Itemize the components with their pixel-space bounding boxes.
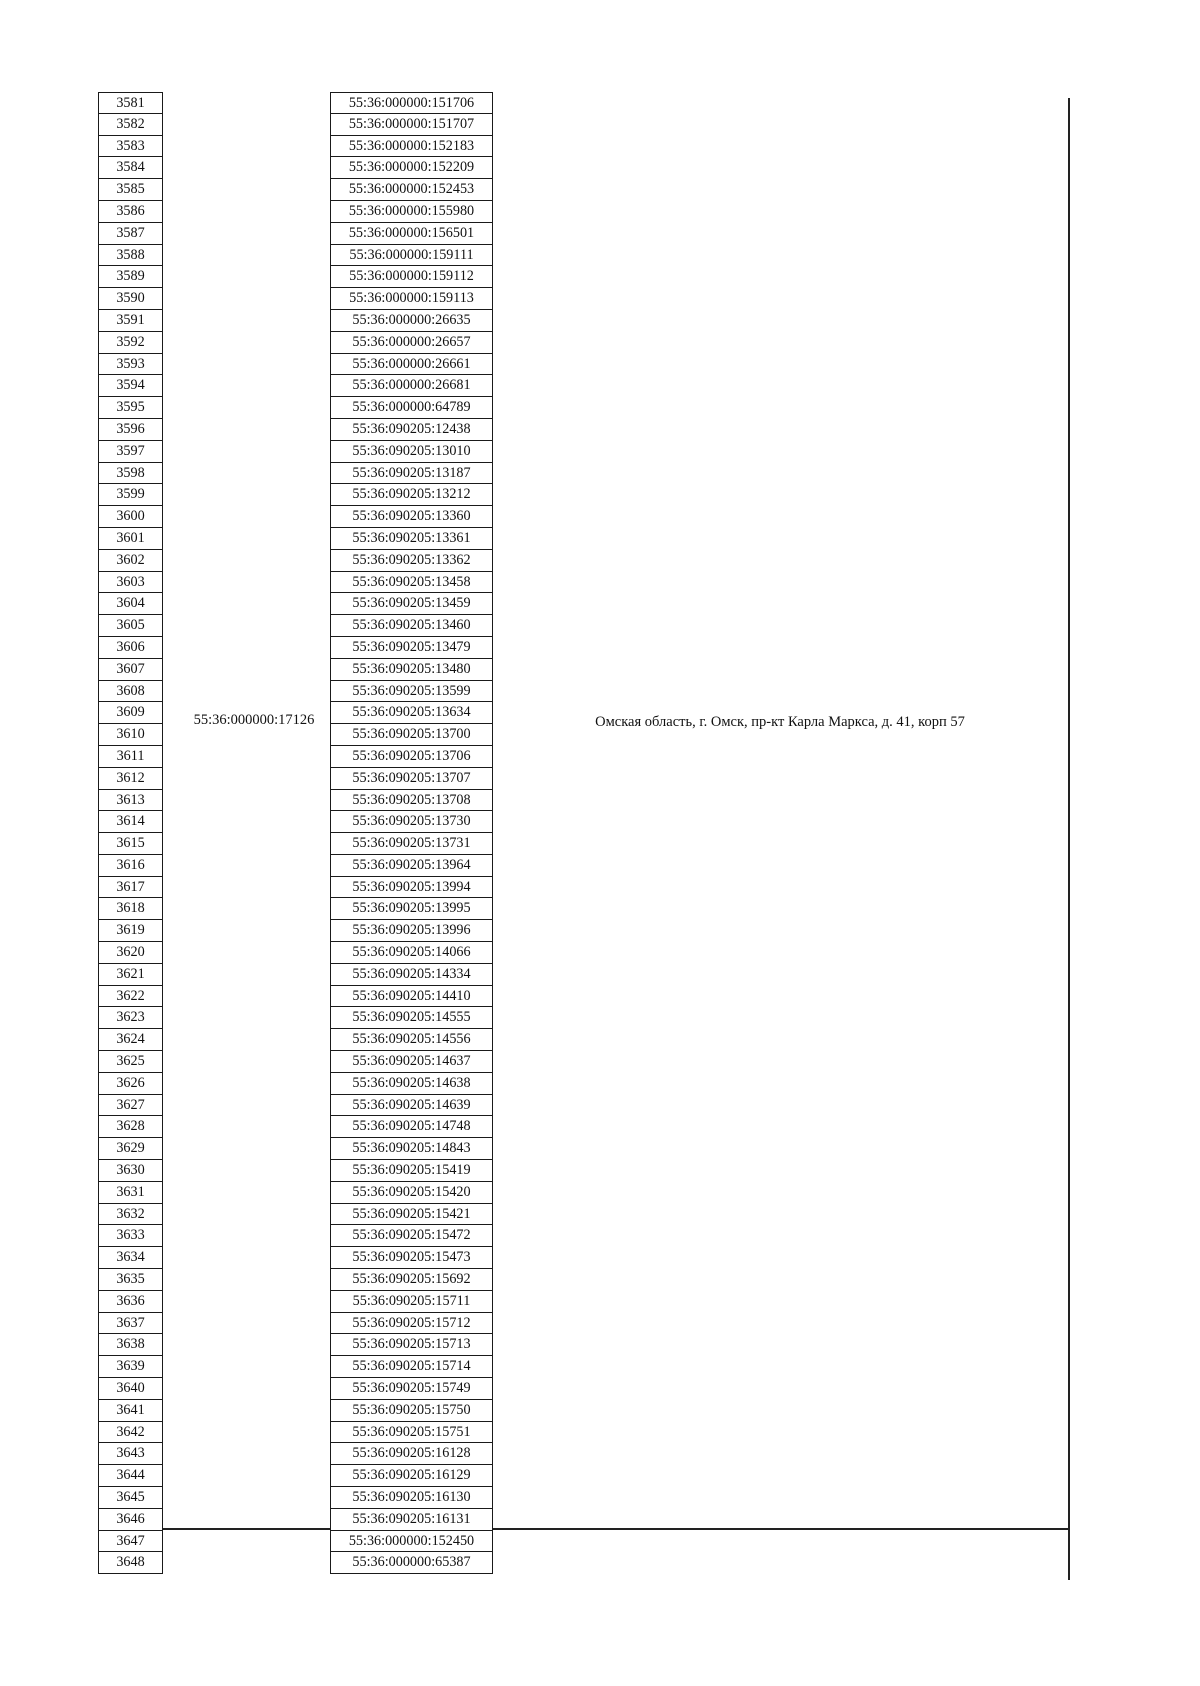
cadastral-number-cell: 55:36:000000:152209: [330, 157, 493, 179]
cadastral-number-cell: 55:36:000000:151706: [330, 92, 493, 114]
cadastral-number-cell: 55:36:090205:14748: [330, 1116, 493, 1138]
row-number-cell: 3612: [98, 768, 163, 790]
cadastral-number-cell: 55:36:090205:13458: [330, 572, 493, 594]
row-number-cell: 3613: [98, 790, 163, 812]
cadastral-number-cell: 55:36:090205:13459: [330, 593, 493, 615]
cadastral-number-cell: 55:36:000000:26657: [330, 332, 493, 354]
cadastral-number-cell: 55:36:090205:13479: [330, 637, 493, 659]
row-number-cell: 3647: [98, 1531, 163, 1553]
cadastral-number-cell: 55:36:090205:16128: [330, 1443, 493, 1465]
row-number-cell: 3628: [98, 1116, 163, 1138]
row-number-cell: 3620: [98, 942, 163, 964]
row-number-cell: 3598: [98, 463, 163, 485]
row-number-cell: 3587: [98, 223, 163, 245]
row-number-cell: 3618: [98, 898, 163, 920]
cadastral-number-cell: 55:36:090205:14334: [330, 964, 493, 986]
row-number-cell: 3603: [98, 572, 163, 594]
row-number-cell: 3627: [98, 1095, 163, 1117]
row-number-cell: 3634: [98, 1247, 163, 1269]
row-number-cell: 3588: [98, 245, 163, 267]
cadastral-number-cell: 55:36:090205:13730: [330, 811, 493, 833]
cadastral-number-cell: 55:36:000000:159111: [330, 245, 493, 267]
cadastral-number-cell: 55:36:090205:15711: [330, 1291, 493, 1313]
row-number-cell: 3593: [98, 354, 163, 376]
row-number-cell: 3595: [98, 397, 163, 419]
row-number-cell: 3637: [98, 1313, 163, 1335]
row-number-cell: 3605: [98, 615, 163, 637]
group-separator-line: [493, 1528, 1068, 1530]
row-number-cell: 3635: [98, 1269, 163, 1291]
cadastral-number-cell: 55:36:090205:15714: [330, 1356, 493, 1378]
row-number-cell: 3602: [98, 550, 163, 572]
row-number-cell: 3582: [98, 114, 163, 136]
row-number-cell: 3623: [98, 1007, 163, 1029]
row-number-cell: 3600: [98, 506, 163, 528]
cadastral-number-cell: 55:36:090205:13964: [330, 855, 493, 877]
cadastral-number-cell: 55:36:000000:151707: [330, 114, 493, 136]
row-number-cell: 3624: [98, 1029, 163, 1051]
row-number-cell: 3632: [98, 1204, 163, 1226]
cadastral-number-cell: 55:36:000000:156501: [330, 223, 493, 245]
cadastral-number-cell: 55:36:090205:13599: [330, 681, 493, 703]
cadastral-number-cell: 55:36:090205:14638: [330, 1073, 493, 1095]
cadastral-number-cell: 55:36:090205:13995: [330, 898, 493, 920]
row-number-cell: 3608: [98, 681, 163, 703]
row-number-cell: 3594: [98, 375, 163, 397]
cadastral-number-cell: 55:36:090205:13708: [330, 790, 493, 812]
cadastral-number-cell: 55:36:090205:15419: [330, 1160, 493, 1182]
table-right-border: [1068, 98, 1070, 1580]
row-number-cell: 3617: [98, 877, 163, 899]
cadastral-number-cell: 55:36:090205:12438: [330, 419, 493, 441]
cadastral-number-cell: 55:36:090205:16131: [330, 1509, 493, 1531]
row-number-cell: 3622: [98, 986, 163, 1008]
cadastral-number-cell: 55:36:090205:13361: [330, 528, 493, 550]
cadastral-number-cell: 55:36:090205:14843: [330, 1138, 493, 1160]
cadastral-number-cell: 55:36:090205:15692: [330, 1269, 493, 1291]
row-number-column: [98, 92, 163, 1574]
row-number-cell: 3625: [98, 1051, 163, 1073]
row-number-cell: 3596: [98, 419, 163, 441]
object-address: Омская область, г. Омск, пр-кт Карла Маркса, д. 41, корп 57: [595, 714, 965, 730]
cadastral-number-cell: 55:36:090205:13480: [330, 659, 493, 681]
row-number-cell: 3629: [98, 1138, 163, 1160]
cadastral-number-cell: 55:36:090205:13010: [330, 441, 493, 463]
cadastral-number-cell: 55:36:090205:13212: [330, 484, 493, 506]
cadastral-number-cell: 55:36:090205:15713: [330, 1334, 493, 1356]
row-number-cell: 3630: [98, 1160, 163, 1182]
row-number-cell: 3614: [98, 811, 163, 833]
cadastral-number-cell: 55:36:090205:15750: [330, 1400, 493, 1422]
row-number-cell: 3604: [98, 593, 163, 615]
row-number-cell: 3590: [98, 288, 163, 310]
cadastral-number-cell: 55:36:000000:155980: [330, 201, 493, 223]
row-number-cell: 3644: [98, 1465, 163, 1487]
cadastral-number-cell: 55:36:090205:14637: [330, 1051, 493, 1073]
cadastral-number-cell: 55:36:090205:13700: [330, 724, 493, 746]
row-number-cell: 3638: [98, 1334, 163, 1356]
row-number-cell: 3591: [98, 310, 163, 332]
cadastral-number-cell: 55:36:090205:13634: [330, 702, 493, 724]
row-number-cell: 3589: [98, 266, 163, 288]
row-number-cell: 3597: [98, 441, 163, 463]
cadastral-number-cell: 55:36:090205:13994: [330, 877, 493, 899]
cadastral-number-cell: 55:36:000000:65387: [330, 1552, 493, 1574]
cadastral-number-cell: 55:36:090205:13996: [330, 920, 493, 942]
row-number-cell: 3619: [98, 920, 163, 942]
cadastral-number-cell: 55:36:090205:15712: [330, 1313, 493, 1335]
cadastral-number-cell: 55:36:090205:13360: [330, 506, 493, 528]
row-number-cell: 3609: [98, 702, 163, 724]
cadastral-number-cell: 55:36:000000:26661: [330, 354, 493, 376]
cadastral-number-cell: 55:36:000000:159112: [330, 266, 493, 288]
cadastral-number-cell: 55:36:000000:152183: [330, 136, 493, 158]
cadastral-number-cell: 55:36:090205:13187: [330, 463, 493, 485]
cadastral-number-cell: 55:36:000000:26681: [330, 375, 493, 397]
cadastral-number-cell: 55:36:090205:13460: [330, 615, 493, 637]
row-number-cell: 3592: [98, 332, 163, 354]
row-number-cell: 3607: [98, 659, 163, 681]
row-number-cell: 3631: [98, 1182, 163, 1204]
cadastral-number-cell: 55:36:090205:15751: [330, 1422, 493, 1444]
cadastral-number-cell: 55:36:090205:16129: [330, 1465, 493, 1487]
row-number-cell: 3639: [98, 1356, 163, 1378]
row-number-cell: 3599: [98, 484, 163, 506]
row-number-cell: 3581: [98, 92, 163, 114]
cadastral-number-cell: 55:36:090205:14066: [330, 942, 493, 964]
cadastral-number-cell: 55:36:090205:16130: [330, 1487, 493, 1509]
row-number-cell: 3601: [98, 528, 163, 550]
row-number-cell: 3611: [98, 746, 163, 768]
row-number-cell: 3615: [98, 833, 163, 855]
row-number-cell: 3586: [98, 201, 163, 223]
cadastral-number-cell: 55:36:090205:13706: [330, 746, 493, 768]
cadastral-number-cell: 55:36:090205:14556: [330, 1029, 493, 1051]
cadastral-number-cell: 55:36:000000:152450: [330, 1531, 493, 1553]
row-number-cell: 3636: [98, 1291, 163, 1313]
cadastral-number-cell: 55:36:000000:152453: [330, 179, 493, 201]
row-number-cell: 3640: [98, 1378, 163, 1400]
row-number-cell: 3643: [98, 1443, 163, 1465]
cadastral-number-cell: 55:36:090205:13707: [330, 768, 493, 790]
row-number-cell: 3616: [98, 855, 163, 877]
row-number-cell: 3585: [98, 179, 163, 201]
cadastral-number-cell: 55:36:090205:15472: [330, 1225, 493, 1247]
cadastral-number-cell: 55:36:090205:13362: [330, 550, 493, 572]
row-number-cell: 3621: [98, 964, 163, 986]
row-number-cell: 3646: [98, 1509, 163, 1531]
cadastral-number-cell: 55:36:090205:13731: [330, 833, 493, 855]
row-number-cell: 3606: [98, 637, 163, 659]
row-number-cell: 3642: [98, 1422, 163, 1444]
cadastral-number-cell: 55:36:090205:14410: [330, 986, 493, 1008]
land-parcel-number: 55:36:000000:17126: [193, 712, 315, 728]
row-number-cell: 3633: [98, 1225, 163, 1247]
group-separator-line: [163, 1528, 330, 1530]
cadastral-number-cell: 55:36:090205:14555: [330, 1007, 493, 1029]
row-number-cell: 3645: [98, 1487, 163, 1509]
cadastral-number-column: [330, 92, 493, 1574]
row-number-cell: 3626: [98, 1073, 163, 1095]
cadastral-number-cell: 55:36:090205:15420: [330, 1182, 493, 1204]
row-number-cell: 3584: [98, 157, 163, 179]
cadastral-number-cell: 55:36:090205:14639: [330, 1095, 493, 1117]
cadastral-number-cell: 55:36:000000:159113: [330, 288, 493, 310]
cadastral-number-cell: 55:36:090205:15473: [330, 1247, 493, 1269]
row-number-cell: 3648: [98, 1552, 163, 1574]
row-number-cell: 3641: [98, 1400, 163, 1422]
cadastral-number-cell: 55:36:000000:26635: [330, 310, 493, 332]
cadastral-number-cell: 55:36:090205:15749: [330, 1378, 493, 1400]
cadastral-number-cell: 55:36:090205:15421: [330, 1204, 493, 1226]
cadastral-number-cell: 55:36:000000:64789: [330, 397, 493, 419]
row-number-cell: 3610: [98, 724, 163, 746]
row-number-cell: 3583: [98, 136, 163, 158]
